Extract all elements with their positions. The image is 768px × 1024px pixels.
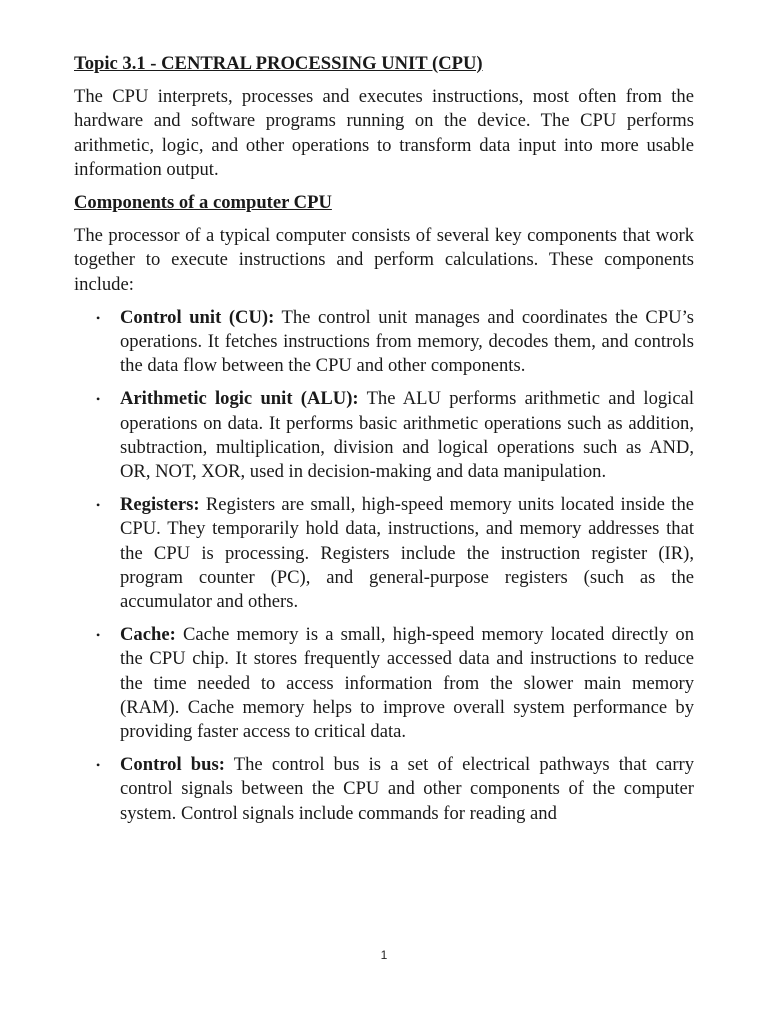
term-registers: Registers: — [120, 494, 200, 516]
description-control-bus: The control bus is a set of electrical pathways that carry control signals between the CPU and other components of the computer system. Control signals include commands for reading and — [120, 754, 694, 824]
intro-paragraph: The CPU interprets, processes and executes instructions, most often from the hardware and software programs running on the device. The CPU performs arithmetic, logic, and other operations to transform data input into more usable information output. — [74, 86, 694, 180]
bullet-icon: • — [96, 310, 101, 325]
list-item-control-bus — [74, 753, 694, 826]
bullet-icon: • — [96, 392, 101, 407]
components-list — [74, 306, 694, 826]
term-alu: Arithmetic logic unit (ALU): — [120, 388, 359, 410]
document-page — [74, 52, 694, 835]
list-item-cache — [74, 623, 694, 744]
bullet-icon: • — [96, 628, 101, 643]
description-cache: Cache memory is a small, high-speed memory located directly on the CPU chip. It stores frequently accessed data and instructions to reduce the time needed to access information from the slower main memory (RAM). Cache memory helps to improve overall system performance by providing faster access to critical data. — [120, 624, 694, 743]
components-intro-paragraph: The processor of a typical computer consists of several key components that work together to execute instructions and perform calculations. These components include: — [74, 225, 694, 295]
description-alu: The ALU performs arithmetic and logical operations on data. It performs basic arithmetic operations such as addition, subtraction, multiplication, division and logical operations such as AND, OR, NOT, XOR, used in decision-making and data manipulation. — [120, 388, 695, 483]
term-cache: Cache: — [120, 624, 176, 646]
term-control-bus: Control bus: — [120, 754, 225, 776]
page-number: 1 — [380, 948, 388, 962]
list-item-alu — [74, 387, 694, 484]
bullet-icon: • — [96, 498, 101, 513]
page-title: Topic 3.1 - CENTRAL PROCESSING UNIT (CPU) — [74, 53, 483, 74]
list-item-control-unit — [74, 306, 694, 379]
term-control-unit: Control unit (CU): — [120, 306, 275, 328]
description-control-unit: The control unit manages and coordinates the CPU’s operations. It fetches instructions from memory, decodes them, and controls the data flow between the CPU and other components. — [120, 306, 695, 377]
bullet-icon: • — [96, 758, 101, 773]
list-item-registers — [74, 493, 694, 614]
description-registers: Registers are small, high-speed memory units located inside the CPU. They temporarily hold data, instructions, and memory addresses that the CPU is processing. Registers include the instruction register (IR), program counter (PC), and general-purpose registers (such as the accumulator and others. — [120, 494, 694, 613]
components-heading: Components of a computer CPU — [74, 192, 332, 214]
